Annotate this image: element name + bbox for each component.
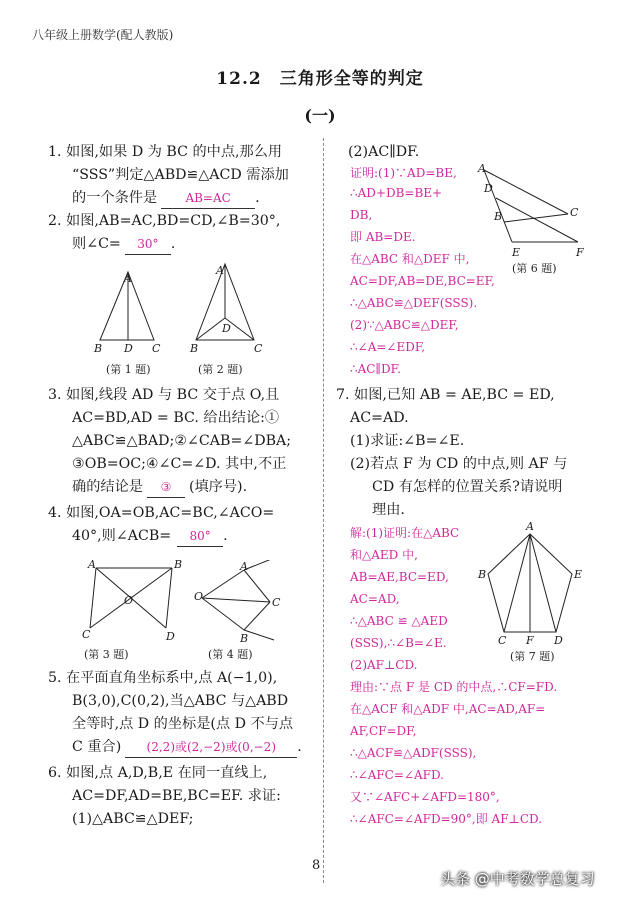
q7-line4: (2)若点 F 为 CD 的中点,则 AF 与 bbox=[350, 456, 568, 472]
f3-label-b: B bbox=[174, 560, 183, 571]
section-subtitle: (一) bbox=[304, 106, 336, 125]
q5-answer: (2,2)或(2,−2)或(0,−2) bbox=[125, 737, 297, 758]
f3-label-d: D bbox=[166, 630, 175, 643]
q2-answer: 30° bbox=[125, 234, 171, 255]
f2-label-d: D bbox=[222, 322, 231, 335]
q5-text: C 重合) bbox=[72, 739, 122, 755]
f3-label-a: A bbox=[88, 560, 96, 571]
f6-label-d: D bbox=[484, 182, 493, 195]
f4-label-o: O bbox=[194, 590, 204, 603]
q6-sol-2: ∴AD+DB=BE+ bbox=[350, 186, 443, 200]
f1-label-a: A bbox=[124, 272, 132, 285]
f7-label-c: C bbox=[498, 634, 507, 647]
cap-7: (第 7 题) bbox=[510, 650, 555, 663]
q4-text: 40°,则∠ACB= bbox=[72, 528, 172, 544]
f7-label-d: D bbox=[554, 634, 563, 647]
f3-label-c: C bbox=[82, 628, 91, 641]
q3-line1: 3. 如图,线段 AD 与 BC 交于点 O,且 bbox=[48, 387, 280, 403]
q7-line1: 7. 如图,已知 AB = AE,BC = ED, bbox=[336, 387, 555, 403]
cap-6: (第 6 题) bbox=[512, 262, 557, 275]
q6-line3: (1)△ABC≌△DEF; bbox=[72, 811, 194, 827]
cap-2: (第 2 题) bbox=[198, 363, 243, 376]
q7-line5: CD 有怎样的位置关系?请说明 bbox=[372, 479, 563, 495]
q1-line3: 的一个条件是 AB=AC . bbox=[72, 188, 260, 209]
f7-label-a: A bbox=[526, 520, 534, 533]
f1-label-b: B bbox=[94, 342, 103, 355]
q6-part2: (2)AC∥DF. bbox=[348, 144, 420, 160]
cap-1: (第 1 题) bbox=[106, 363, 151, 376]
q7-line2: AC=AD. bbox=[350, 410, 409, 426]
q6-line2: AC=DF,AD=BE,BC=EF. 求证: bbox=[72, 788, 281, 804]
q7-sol-12: ∴∠AFC=∠AFD. bbox=[350, 768, 444, 782]
q7-line3: (1)求证:∠B=∠E. bbox=[350, 433, 465, 449]
q2-line1: 2. 如图,AB=AC,BD=CD,∠B=30°, bbox=[48, 213, 281, 229]
q7-sol-8: 理由:∵点 F 是 CD 的中点,∴CF=FD. bbox=[350, 680, 558, 694]
q5-line2: B(3,0),C(0,2),当△ABC 与△ABD bbox=[72, 693, 289, 709]
f6-label-c: C bbox=[570, 206, 579, 219]
q6-sol-9: ∴∠A=∠EDF, bbox=[350, 340, 426, 354]
q6-sol-7: ∴△ABC≌△DEF(SSS). bbox=[350, 296, 478, 310]
q6-sol-4: 即 AB=DE. bbox=[350, 230, 416, 244]
q1-line1: 1. 如图,如果 D 为 BC 的中点,那么用 bbox=[48, 144, 283, 160]
q6-sol-6: AC=DF,AB=DE,BC=EF, bbox=[350, 274, 495, 288]
q7-sol-6: (SSS),∴∠B=∠E. bbox=[350, 636, 447, 650]
q7-sol-5: ∴△ABC ≌ △AED bbox=[350, 614, 448, 628]
q6-sol-5: 在△ABC 和△DEF 中, bbox=[350, 252, 470, 266]
f6-label-a: A bbox=[478, 162, 486, 175]
q6-sol-3: DB, bbox=[350, 208, 373, 222]
figure-q6 bbox=[474, 160, 594, 278]
cap-4: (第 4 题) bbox=[208, 648, 253, 660]
q4-line1: 4. 如图,OA=OB,AC=BC,∠ACO= bbox=[48, 505, 275, 521]
figures-q3-q4 bbox=[76, 560, 286, 660]
f1-label-d: D bbox=[124, 342, 133, 355]
f4-label-a: A bbox=[240, 560, 248, 573]
f4-label-c: C bbox=[272, 596, 281, 609]
q5-line4: C 重合) (2,2)或(2,−2)或(0,−2) . bbox=[72, 737, 302, 758]
f2-label-b: B bbox=[190, 342, 199, 355]
q3-text: 确的结论是 bbox=[72, 479, 143, 495]
q4-answer: 80° bbox=[177, 526, 223, 547]
q5-line1: 5. 在平面直角坐标系中,点 A(−1,0), bbox=[48, 670, 278, 686]
q6-sol-8: (2)∵△ABC≌△DEF, bbox=[350, 318, 459, 332]
figure-q7 bbox=[470, 520, 590, 668]
q7-sol-14: ∴∠AFC=∠AFD=90°,即 AF⊥CD. bbox=[350, 812, 543, 826]
figures-q1-q2 bbox=[88, 258, 278, 378]
f7-label-f: F bbox=[526, 634, 534, 647]
f6-label-f: F bbox=[576, 246, 584, 259]
running-header: 八年级上册数学(配人教版) bbox=[32, 28, 174, 42]
f3-label-o: O bbox=[124, 594, 134, 607]
q3-line4: ③OB=OC;④∠C=∠D. 其中,不正 bbox=[72, 456, 287, 472]
page-number: 8 bbox=[312, 858, 321, 873]
section-title: 12.2 三角形全等的判定 bbox=[216, 69, 424, 89]
q7-sol-11: ∴△ACF≌△ADF(SSS), bbox=[350, 746, 477, 760]
q7-sol-9: 在△ACF 和△ADF 中,AC=AD,AF= bbox=[350, 702, 546, 716]
q3-line2: AC=BD,AD = BC. 给出结论:① bbox=[72, 410, 280, 426]
q7-sol-2: 和△AED 中, bbox=[350, 548, 418, 562]
f7-label-b: B bbox=[478, 568, 487, 581]
q3-line5 bbox=[72, 477, 247, 498]
f7-label-e: E bbox=[574, 568, 583, 581]
f2-label-c: C bbox=[254, 342, 263, 355]
q3-answer: ③ bbox=[147, 477, 185, 498]
q7-sol-10: AF,CF=DF, bbox=[350, 724, 417, 738]
f4-label-b: B bbox=[240, 632, 249, 645]
f2-label-a: A bbox=[216, 264, 224, 277]
q3-line3: △ABC≌△BAD;②∠CAB=∠DBA; bbox=[72, 433, 292, 449]
q6-line1: 6. 如图,点 A,D,B,E 在同一直线上, bbox=[48, 765, 268, 781]
q7-sol-7: (2)AF⊥CD. bbox=[350, 658, 418, 672]
q1-answer: AB=AC bbox=[161, 188, 255, 209]
q7-sol-3: AB=AE,BC=ED, bbox=[350, 570, 449, 584]
f6-label-e: E bbox=[512, 246, 521, 259]
q1-text: 的一个条件是 bbox=[72, 190, 158, 206]
q1-line2: “SSS”判定△ABD≌△ACD 需添加 bbox=[72, 167, 289, 183]
cap-3: (第 3 题) bbox=[84, 648, 129, 660]
q6-sol-10: ∴AC∥DF. bbox=[350, 362, 401, 376]
q7-sol-1: 解:(1)证明:在△ABC bbox=[350, 526, 460, 540]
q6-sol-1: 证明:(1)∵AD=BE, bbox=[350, 166, 457, 180]
watermark: 头条 @中考数学总复习 bbox=[440, 870, 595, 888]
q4-line2: 40°,则∠ACB= 80° . bbox=[72, 526, 228, 547]
f1-label-c: C bbox=[152, 342, 161, 355]
q7-sol-4: AC=AD, bbox=[350, 592, 400, 606]
q5-line3: 全等时,点 D 的坐标是(点 D 不与点 bbox=[72, 716, 294, 732]
column-divider bbox=[323, 138, 324, 883]
q2-text: 则∠C= bbox=[72, 236, 121, 252]
q7-sol-13: 又∵∠AFC+∠AFD=180°, bbox=[350, 790, 500, 804]
f6-label-b: B bbox=[494, 210, 503, 223]
q2-line2: 则∠C= 30° . bbox=[72, 234, 175, 255]
q7-line6: 理由. bbox=[372, 502, 405, 518]
q3-tail: (填序号). bbox=[188, 479, 248, 495]
